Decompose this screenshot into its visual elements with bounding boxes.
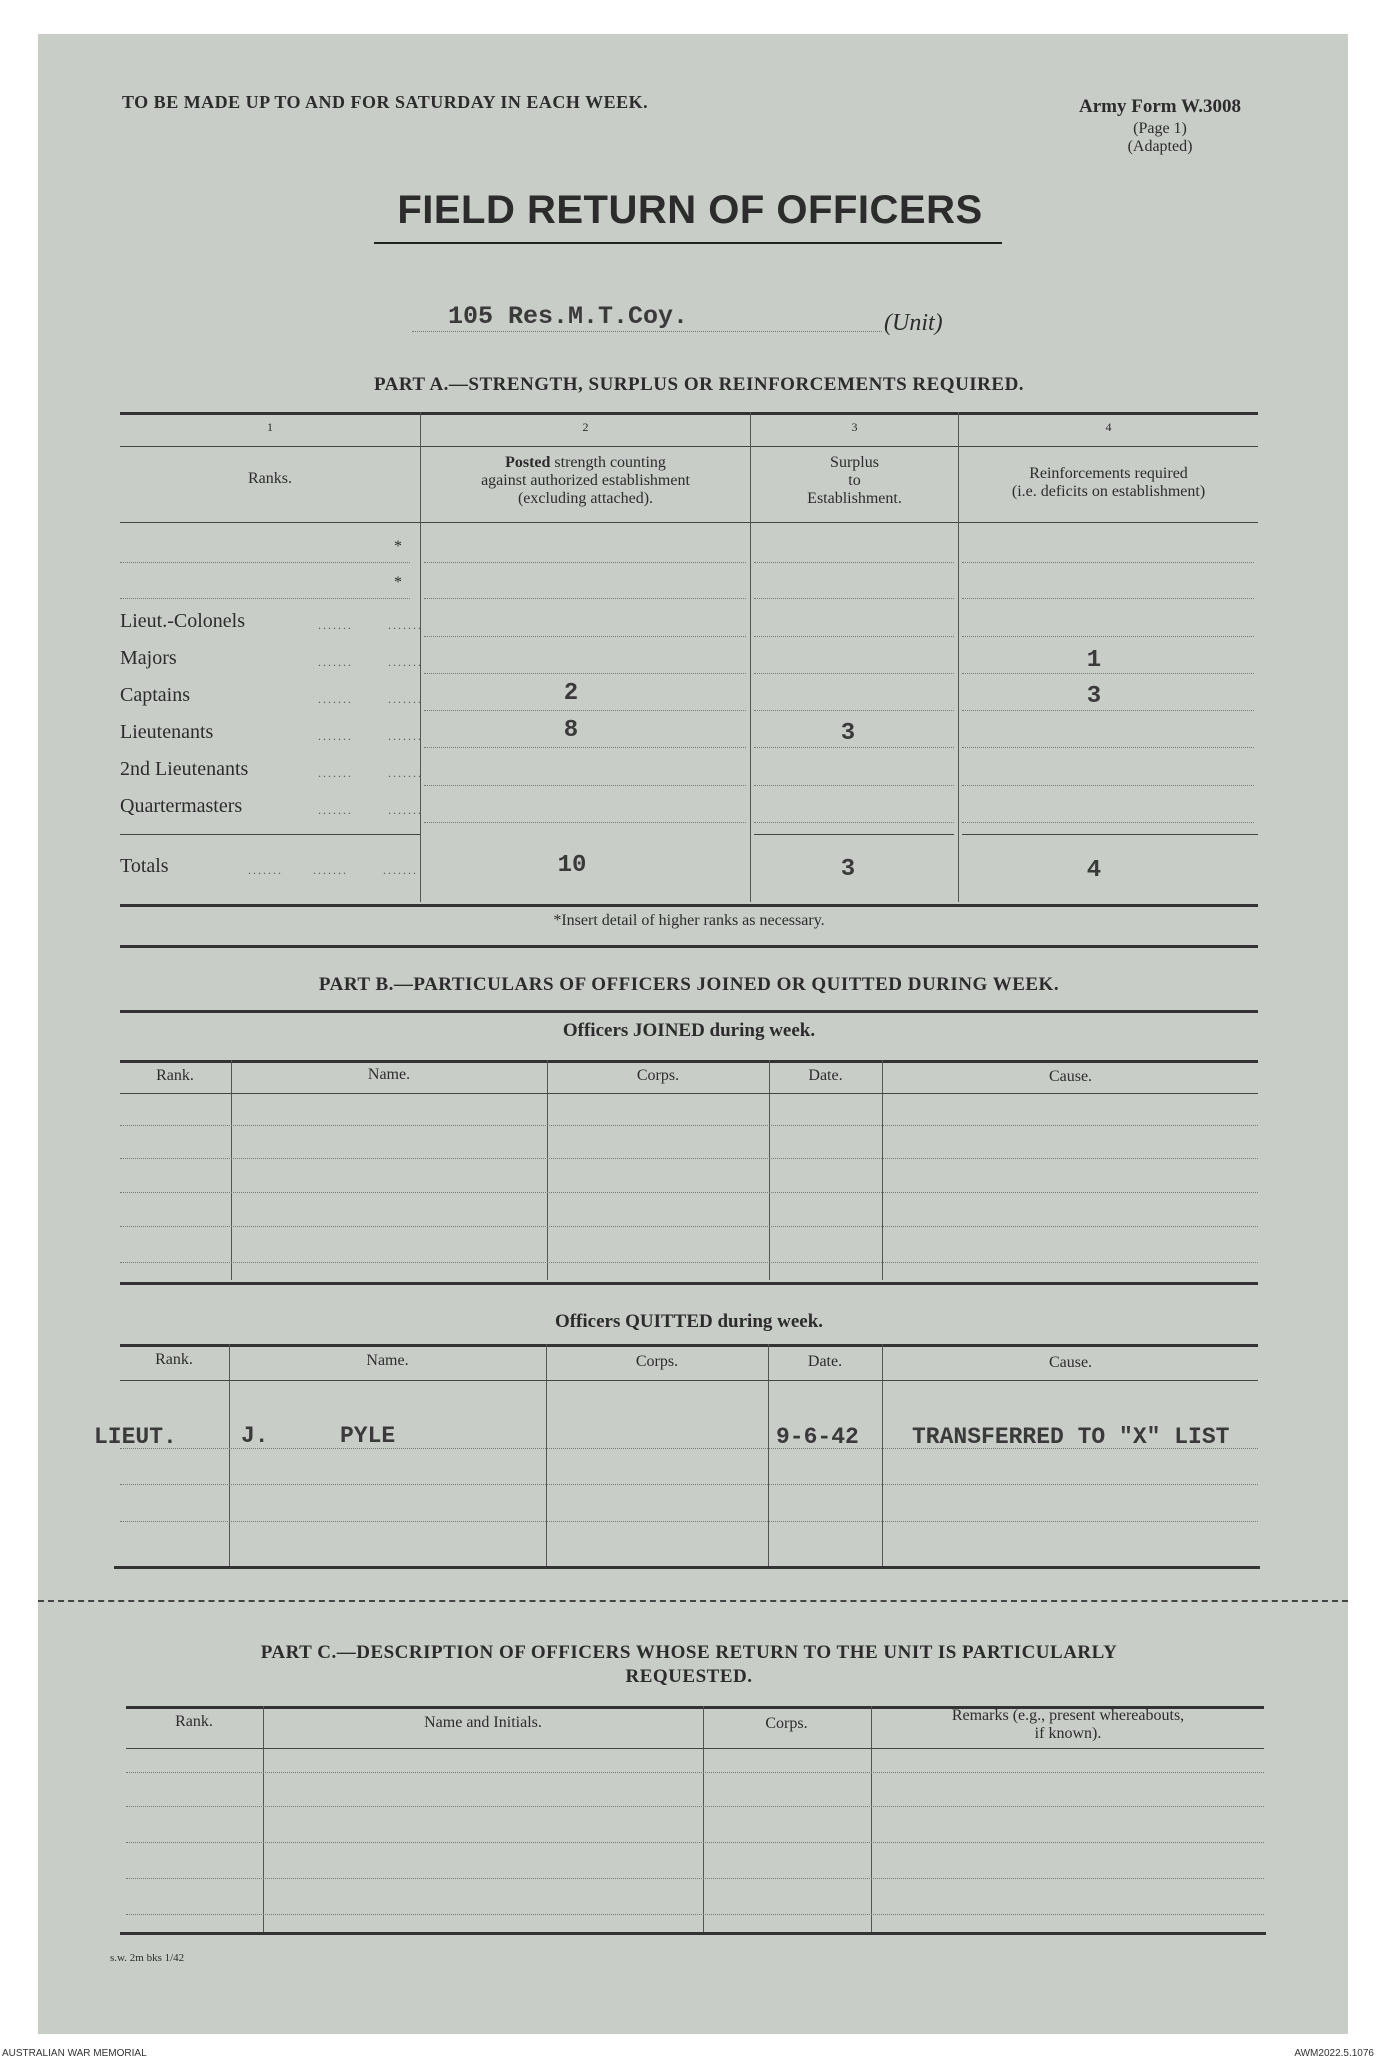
part-a-heading: PART A.—STRENGTH, SURPLUS OR REINFORCEMENTS REQUIRED. [373, 374, 1025, 395]
col-header-reinforcements [959, 465, 1258, 501]
rank-label-captains: Captains [120, 684, 190, 706]
lieutenants-surplus: 3 [840, 720, 856, 747]
printer-code: s.w. 2m bks 1/42 [110, 1952, 185, 1964]
page-title: FIELD RETURN OF OFFICERS [397, 188, 983, 232]
majors-reinforcements: 1 [1086, 647, 1102, 674]
joined-header-rule [120, 1093, 1258, 1094]
surplus-line3: Establishment. [807, 490, 902, 507]
quitted-title: Officers QUITTED during week. [554, 1311, 824, 1332]
rank-label-lieutenants: Lieutenants [120, 721, 214, 743]
reinf-dots-a [962, 562, 1254, 563]
reinf-dots-h [962, 822, 1254, 823]
part-c-bottom-rule [120, 1932, 1266, 1935]
quitted-col-date: Date. [807, 1353, 843, 1370]
quitted-vline-2 [546, 1344, 547, 1566]
surplus-dots-e [754, 710, 954, 711]
surplus-line1: Surplus [830, 454, 879, 471]
col-number-3: 3 [851, 420, 858, 434]
joined-dots-5 [120, 1262, 1258, 1263]
totals-label: Totals [120, 855, 169, 877]
joined-top-rule [120, 1060, 1258, 1063]
part-c-header-rule [126, 1748, 1264, 1749]
joined-dots-4 [120, 1226, 1258, 1227]
part-c-vline-1 [263, 1706, 264, 1932]
captains-posted: 2 [563, 680, 579, 707]
posted-bold-word: Posted [505, 454, 551, 471]
part-b-top-rule [120, 1010, 1258, 1013]
joined-col-name: Name. [367, 1066, 411, 1083]
quitted-dots-2 [120, 1484, 1258, 1485]
quitted-vline-4 [882, 1344, 883, 1566]
form-adapted: (Adapted) [1127, 138, 1193, 155]
col-number-1: 1 [267, 420, 273, 434]
reinf-line2: (i.e. deficits on establishment) [1011, 483, 1206, 500]
part-a-vline-2 [750, 412, 751, 902]
surplus-line2: to [848, 472, 861, 489]
surplus-dots-b [754, 598, 954, 599]
posted-dots-b [424, 598, 746, 599]
totals-surplus: 3 [840, 856, 856, 883]
posted-dots-h [424, 822, 746, 823]
joined-col-rank: Rank. [156, 1067, 194, 1084]
quitted-dots-3 [120, 1521, 1258, 1522]
col-number-2: 2 [582, 420, 589, 434]
quitted-date-value: 9-6-42 [776, 1424, 859, 1450]
rank-label-quartermasters: Quartermasters [120, 795, 243, 817]
archive-footer [0, 2046, 1378, 2061]
totals-rule-mid [754, 834, 954, 835]
posted-line3: (excluding attached). [517, 490, 654, 507]
footer-left: AUSTRALIAN WAR MEMORIAL [2, 2048, 147, 2059]
rank-label-majors: Majors [120, 647, 177, 669]
part-a-vline-3 [958, 412, 959, 902]
joined-dots-1 [120, 1125, 1258, 1126]
asterisk-row-2-line [120, 598, 410, 599]
joined-dots-2 [120, 1158, 1258, 1159]
joined-col-date: Date. [808, 1067, 843, 1084]
part-c-dots-1 [126, 1772, 1264, 1773]
part-c-dots-3 [126, 1842, 1264, 1843]
leader-dots: ....... ....... [318, 729, 423, 743]
leader-dots: ....... ....... [318, 766, 423, 780]
part-c-dots-5 [126, 1914, 1264, 1915]
leader-dots: ....... ....... [318, 655, 423, 669]
quitted-col-corps: Corps. [635, 1353, 679, 1370]
unit-label: (Unit) [884, 310, 943, 336]
quitted-initial-value: J. [241, 1423, 269, 1449]
part-a-bottom-rule [120, 904, 1258, 907]
part-c-vline-2 [703, 1706, 704, 1932]
title-underline [374, 242, 1002, 244]
quitted-rank-value: LIEUT. [94, 1424, 177, 1450]
totals-reinforcements: 4 [1086, 857, 1102, 884]
quitted-top-rule [120, 1344, 1258, 1347]
quitted-surname-value: PYLE [340, 1423, 396, 1449]
form-number: Army Form W.3008 [1078, 96, 1241, 117]
col-header-ranks: Ranks. [248, 470, 292, 487]
captains-reinforcements: 3 [1086, 683, 1102, 710]
unit-dotted-line [412, 331, 882, 332]
part-a-top-rule [120, 412, 1258, 415]
remarks-line1: Remarks (e.g., present whereabouts, [951, 1707, 1185, 1724]
posted-dots-c [424, 636, 746, 637]
posted-dots-d [424, 673, 746, 674]
posted-dots-a [424, 562, 746, 563]
leader-dots: ....... ....... [318, 803, 423, 817]
joined-col-corps: Corps. [636, 1067, 680, 1084]
posted-dots-g [424, 785, 746, 786]
part-c-col-name: Name and Initials. [424, 1714, 542, 1731]
quitted-col-rank: Rank. [155, 1351, 193, 1368]
quitted-dots-1 [120, 1448, 1258, 1449]
surplus-dots-c [754, 636, 954, 637]
col-number-4: 4 [1105, 420, 1112, 434]
unit-value: 105 Res.M.T.Coy. [448, 302, 689, 331]
reinf-dots-b [962, 598, 1254, 599]
joined-col-cause: Cause. [1048, 1068, 1093, 1085]
reinf-line1: Reinforcements required [1029, 465, 1188, 482]
totals-posted: 10 [557, 852, 587, 879]
part-c-dots-4 [126, 1878, 1264, 1879]
posted-line2: against authorized establishment [481, 472, 690, 489]
part-a-footnote: *Insert detail of higher ranks as necessary. [553, 912, 825, 929]
part-c-heading-line2: REQUESTED. [625, 1666, 753, 1687]
part-c-dots-2 [126, 1806, 1264, 1807]
surplus-dots-h [754, 822, 954, 823]
joined-title: Officers JOINED during week. [562, 1020, 816, 1041]
part-a-rule-2 [120, 446, 1258, 447]
instruction-text: TO BE MADE UP TO AND FOR SATURDAY IN EACH WEEK. [122, 92, 649, 112]
surplus-dots-a [754, 562, 954, 563]
quitted-col-name: Name. [366, 1352, 409, 1369]
rank-label-2nd-lieutenants: 2nd Lieutenants [120, 758, 249, 780]
quitted-vline-3 [768, 1344, 769, 1566]
part-c-col-rank: Rank. [175, 1713, 213, 1730]
joined-bottom-rule [120, 1282, 1258, 1285]
leader-dots: ....... ....... ....... [248, 863, 418, 877]
part-a-rule-3 [120, 522, 1258, 523]
footer-right: AWM2022.5.1076 [1294, 2048, 1374, 2059]
leader-dots: ....... ....... [318, 618, 423, 632]
surplus-dots-d [754, 673, 954, 674]
reinf-dots-c [962, 636, 1254, 637]
joined-dots-3 [120, 1192, 1258, 1193]
quitted-vline-1 [229, 1344, 230, 1566]
perforation-line [38, 1600, 1348, 1602]
quitted-cause-value: TRANSFERRED TO "X" LIST [912, 1424, 1230, 1450]
posted-line1-rest: strength counting [550, 454, 666, 471]
lieutenants-posted: 8 [563, 717, 579, 744]
quitted-bottom-rule [114, 1566, 1260, 1569]
asterisk-2: * [394, 574, 402, 591]
asterisk-row-1-line [120, 562, 410, 563]
posted-dots-f [424, 747, 746, 748]
form-page: (Page 1) [1133, 120, 1187, 137]
leader-dots: ....... ....... [318, 692, 423, 706]
part-a-footnote-rule [120, 945, 1258, 948]
part-b-heading: PART B.—PARTICULARS OF OFFICERS JOINED OR QUITTED DURING WEEK. [318, 974, 1060, 995]
posted-dots-e [424, 710, 746, 711]
surplus-dots-f [754, 747, 954, 748]
reinf-dots-f [962, 747, 1254, 748]
col-header-surplus [751, 454, 958, 508]
part-c-heading-line1: PART C.—DESCRIPTION OF OFFICERS WHOSE RETURN TO THE UNIT IS PARTICULARLY [260, 1642, 1118, 1663]
surplus-dots-g [754, 785, 954, 786]
quitted-col-cause: Cause. [1048, 1354, 1093, 1371]
totals-rule-left [120, 834, 420, 835]
part-c-col-corps: Corps. [765, 1715, 808, 1732]
reinf-dots-e [962, 710, 1254, 711]
rank-label-lieut-colonels: Lieut.-Colonels [120, 610, 245, 632]
quitted-header-rule [120, 1380, 1258, 1381]
remarks-line2: if known). [1034, 1725, 1102, 1742]
part-c-col-remarks [872, 1707, 1264, 1743]
col-header-posted [421, 454, 750, 508]
totals-rule-right [962, 834, 1258, 835]
part-c-vline-3 [871, 1706, 872, 1932]
asterisk-1: * [394, 538, 402, 555]
reinf-dots-g [962, 785, 1254, 786]
